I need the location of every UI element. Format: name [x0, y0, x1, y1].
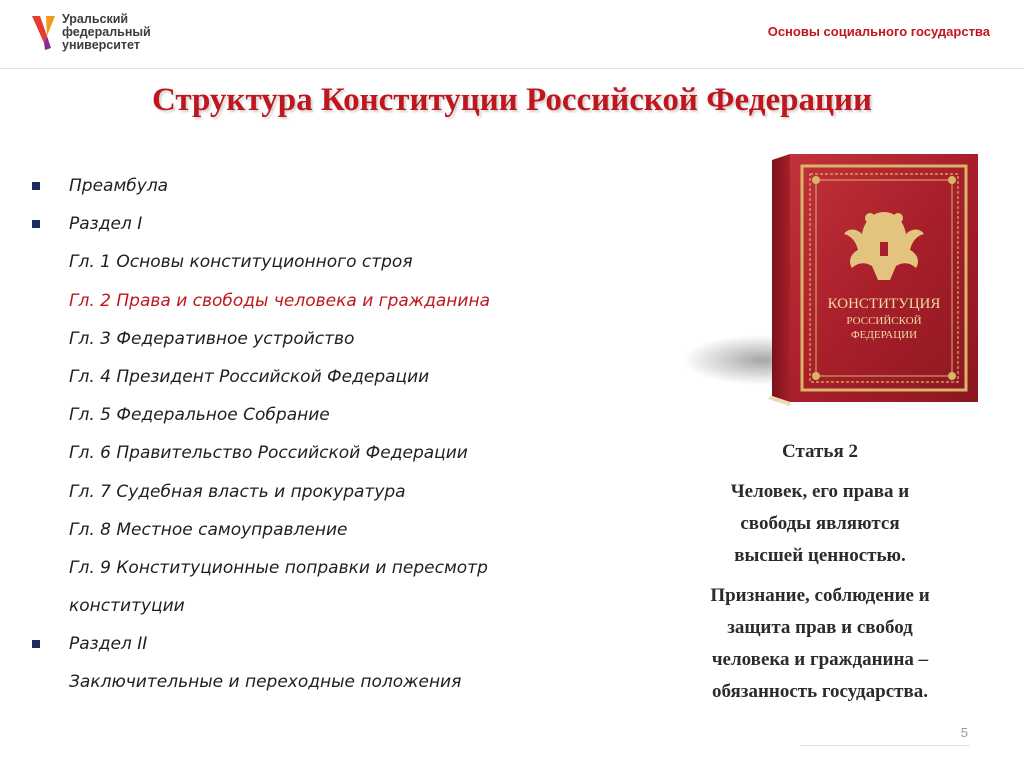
square-bullet-icon: [32, 220, 40, 228]
outline-section: [30, 205, 630, 243]
outline-chapter: [30, 587, 630, 625]
logo-line: федеральный: [62, 25, 151, 39]
article-2: [660, 436, 980, 708]
page-number: 5: [960, 725, 968, 740]
outline-text: Раздел II: [69, 634, 148, 655]
outline-text: Гл. 3 Федеративное устройство: [69, 328, 355, 349]
header-divider: [0, 68, 1024, 69]
square-bullet-icon: [32, 182, 40, 190]
outline-chapter: [30, 663, 630, 701]
outline-chapter: [30, 396, 630, 434]
outline-chapter: [30, 320, 630, 358]
outline-text: Гл. 7 Судебная власть и прокуратура: [69, 481, 406, 502]
outline-chapter: [30, 358, 630, 396]
article-line: защита прав и свобод: [727, 617, 913, 638]
outline-text: Преамбула: [69, 176, 169, 196]
outline-section: [30, 625, 630, 663]
outline-chapter: [30, 434, 630, 472]
article-line: Человек, его права и: [730, 481, 910, 502]
outline-chapter: [30, 243, 630, 281]
square-bullet-icon: [32, 640, 40, 648]
article-line: обязанность государства.: [712, 681, 928, 702]
article-line: человека и гражданина –: [711, 649, 929, 670]
outline-text: Гл. 5 Федеральное Собрание: [69, 405, 330, 426]
article-line: свободы являются: [740, 513, 900, 534]
slide-title: Структура Конституции Российской Федерации: [152, 82, 872, 118]
outline-chapter: [30, 511, 630, 549]
outline-section: [30, 167, 630, 205]
outline-text: Гл. 1 Основы конституционного строя: [69, 252, 413, 273]
article-paragraph-1: [660, 476, 980, 572]
outline-text: Гл. 9 Конституционные поправки и пересмотр: [69, 557, 488, 578]
book-title-line3: ФЕДЕРАЦИИ: [850, 329, 918, 341]
outline-chapter: [30, 549, 630, 587]
outline-text: конституции: [69, 596, 185, 617]
article-heading: Статья 2: [782, 441, 858, 462]
logo-line: Уральский: [62, 12, 129, 26]
constitution-outline: [30, 167, 630, 702]
outline-text: Заключительные и переходные положения: [69, 672, 462, 693]
university-logo: [30, 12, 170, 52]
article-line: высшей ценностью.: [734, 545, 906, 566]
footer-divider: [800, 745, 970, 746]
outline-text: Гл. 6 Правительство Российской Федерации: [69, 443, 468, 464]
constitution-book-image: [682, 150, 982, 410]
book-title-line1: КОНСТИТУЦИЯ: [827, 296, 941, 312]
article-line: Признание, соблюдение и: [710, 585, 930, 606]
outline-chapter: [30, 473, 630, 511]
university-logo-icon: [30, 12, 60, 52]
outline-text: Гл. 4 Президент Российской Федерации: [69, 366, 430, 387]
logo-line: университет: [62, 38, 140, 52]
course-subject: Основы социального государства: [767, 24, 990, 39]
article-paragraph-2: [660, 580, 980, 708]
outline-text: Гл. 2 Права и свободы человека и гражданина: [69, 290, 490, 311]
outline-chapter: [30, 282, 630, 320]
book-title-line2: РОССИЙСКОЙ: [846, 315, 922, 327]
outline-text: Раздел I: [69, 214, 143, 235]
outline-text: Гл. 8 Местное самоуправление: [69, 519, 348, 540]
book-illustration: [682, 150, 982, 410]
logo-text: [62, 13, 151, 52]
